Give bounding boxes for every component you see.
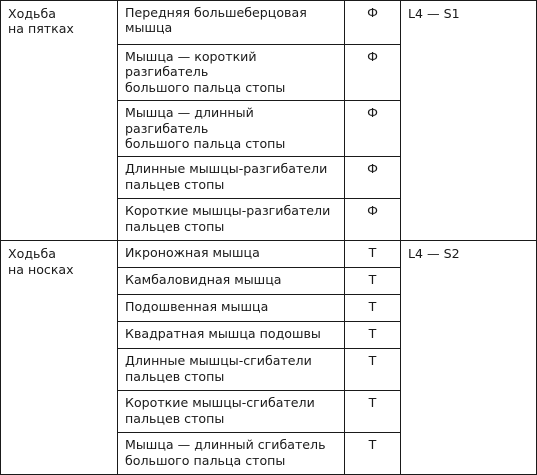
muscle-name: Мышца — короткий разгибатель большого пальца стопы <box>118 45 345 101</box>
table-row <box>1 241 537 268</box>
muscle-name: Мышца — длинный сгибатель большого пальца стопы <box>118 433 345 475</box>
muscle-name: Икроножная мышца <box>118 241 345 268</box>
nerve-code: Т <box>345 391 401 433</box>
test-heel-walking: Ходьба на пятках <box>1 1 118 241</box>
nerve-code: Т <box>345 433 401 475</box>
muscle-name: Мышца — длинный разгибатель большого пальца стопы <box>118 101 345 157</box>
nerve-code: Т <box>345 322 401 349</box>
nerve-code: Ф <box>345 157 401 199</box>
nerve-code: Т <box>345 268 401 295</box>
muscle-name: Подошвенная мышца <box>118 295 345 322</box>
root-range: L4 — S1 <box>401 1 537 241</box>
table-row <box>1 1 537 45</box>
muscle-name: Квадратная мышца подошвы <box>118 322 345 349</box>
muscle-name: Камбаловидная мышца <box>118 268 345 295</box>
muscle-name: Короткие мышцы-сгибатели пальцев стопы <box>118 391 345 433</box>
nerve-code: Ф <box>345 101 401 157</box>
nerve-code: Т <box>345 241 401 268</box>
muscle-name: Короткие мышцы-разгибатели пальцев стопы <box>118 199 345 241</box>
nerve-code: Ф <box>345 1 401 45</box>
nerve-code: Т <box>345 295 401 322</box>
muscle-name: Передняя большеберцовая мышца <box>118 1 345 45</box>
test-toe-walking: Ходьба на носках <box>1 241 118 475</box>
nerve-code: Ф <box>345 45 401 101</box>
muscle-name: Длинные мышцы-разгибатели пальцев стопы <box>118 157 345 199</box>
nerve-code: Ф <box>345 199 401 241</box>
nerve-code: Т <box>345 349 401 391</box>
root-range: L4 — S2 <box>401 241 537 475</box>
muscle-name: Длинные мышцы-сгибатели пальцев стопы <box>118 349 345 391</box>
